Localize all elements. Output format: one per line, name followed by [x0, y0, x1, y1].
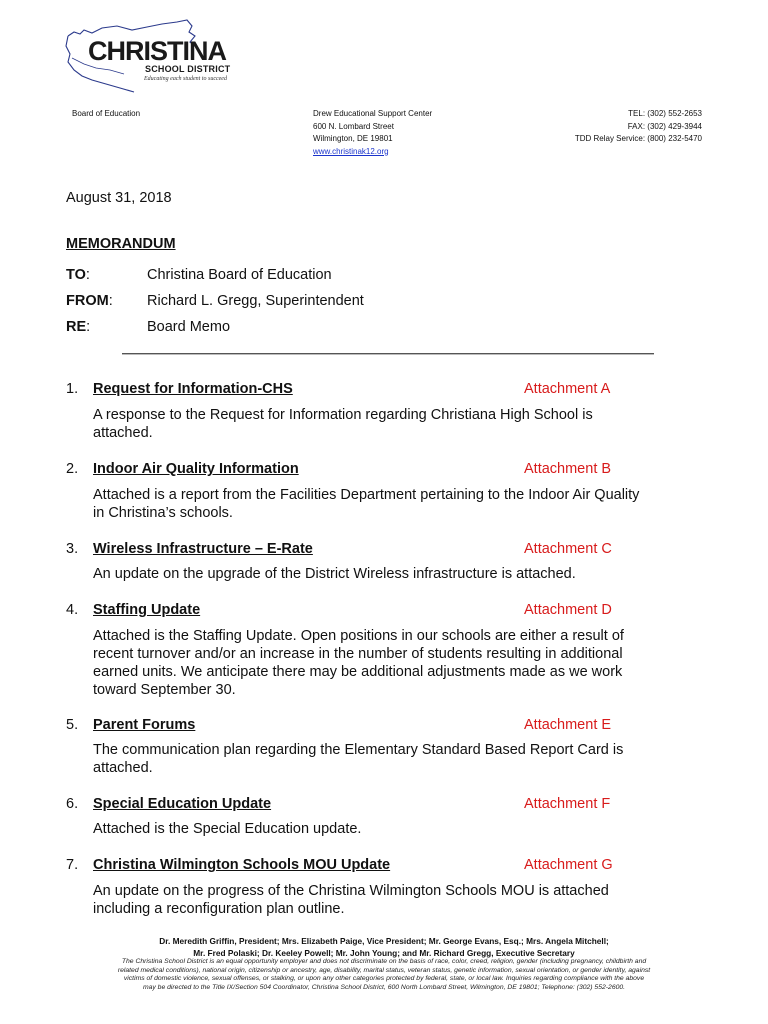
item-description: An update on the progress of the Christina Wilmington Schools MOU is attached including a reconfiguration plan outline. [93, 883, 609, 917]
item-description: Attached is the Special Education update. [93, 821, 362, 837]
item-title: Indoor Air Quality Information [93, 461, 299, 477]
center-street: 600 N. Lombard Street [313, 121, 394, 131]
item-description: Attached is a report from the Facilities Department pertaining to the Indoor Air Quality in Christina’s schools. [93, 487, 640, 521]
item-number: 7. [66, 857, 79, 873]
item-number: 5. [66, 717, 79, 733]
attachment-label: Attachment B [524, 461, 612, 477]
fax: FAX: (302) 429-3944 [627, 121, 702, 131]
christina-school-district-logo [62, 18, 242, 98]
item-title: Request for Information-CHS [93, 381, 293, 397]
center-city: Wilmington, DE 19801 [313, 134, 393, 143]
item-number: 1. [66, 381, 79, 397]
telephone: TEL: (302) 552-2653 [628, 109, 702, 118]
logo-name: CHRISTINA [88, 36, 226, 66]
from-value: Richard L. Gregg, Superintendent [147, 293, 364, 309]
re-value: Board Memo [147, 319, 231, 335]
item-number: 4. [66, 602, 79, 618]
website-link[interactable]: www.christinak12.org [313, 146, 389, 156]
item-number: 3. [66, 541, 79, 557]
item-title: Staffing Update [93, 602, 201, 618]
item-description: An update on the upgrade of the District Wireless infrastructure is attached. [93, 566, 576, 582]
tdd-relay: TDD Relay Service: (800) 232-5470 [574, 134, 702, 143]
item-number: 2. [66, 461, 79, 477]
to-value: Christina Board of Education [147, 267, 332, 283]
memo-date: August 31, 2018 [66, 190, 172, 206]
item-description: The communication plan regarding the Elementary Standard Based Report Card is attached. [93, 742, 624, 776]
board-members-footer: Dr. Meredith Griffin, President; Mrs. Elizabeth Paige, Vice President; Mr. George Evans, Esq.; Mrs. Angela Mitchell; Mr. Fred Polaski; Dr. Keeley Powell; Mr. John Young; and Mr. Richard Gregg, Executive Secretary [159, 936, 609, 958]
re-label: RE: [66, 319, 91, 335]
center-address-block [313, 108, 432, 158]
item-description: A response to the Request for Information regarding Christiana High School is attached. [93, 407, 593, 441]
attachment-label: Attachment F [524, 796, 611, 812]
divider-rule [122, 353, 654, 355]
board-of-education-label: Board of Education [72, 109, 141, 118]
item-description: Attached is the Staffing Update. Open positions in our schools are either a result of recent turnover and/or an increase in the number of students resulting in additional earned units. We anticipate there may be additional adjustments made as we work toward September 30. [93, 628, 624, 698]
logo-tagline: Educating each student to succeed [144, 76, 227, 82]
item-title: Special Education Update [93, 796, 272, 812]
equal-opportunity-notice: The Christina School District is an equal opportunity employer and does not discriminate on the basis of race, color, creed, religion, gender (including pregnancy, childbirth and related medical conditions), national origin, citizenship or ancestry, age, disability, marital status, veteran status, genetic information, sexual orientation, or gender identity, against victims of domestic violence, sexual offenses, or stalking, or upon any other categories protected by federal, state, or local law. Inquiries regarding compliance with the above may be directed to the Title IX/Section 504 Coordinator, Christina School District, 600 North Lombard Street, Wilmington, DE 19801; Telephone: (302) 552-2600. [117, 958, 651, 991]
attachment-label: Attachment G [524, 857, 613, 873]
item-title: Parent Forums [93, 717, 196, 733]
item-number: 6. [66, 796, 79, 812]
attachment-label: Attachment D [524, 602, 612, 618]
attachment-label: Attachment C [524, 541, 612, 557]
logo-subtitle: SCHOOL DISTRICT [145, 64, 231, 74]
contact-block [520, 108, 702, 146]
memo-title: MEMORANDUM [66, 236, 176, 252]
from-label: FROM: [66, 293, 113, 309]
attachment-label: Attachment A [524, 381, 611, 397]
item-title: Christina Wilmington Schools MOU Update [93, 857, 391, 873]
attachment-label: Attachment E [524, 717, 612, 733]
item-title: Wireless Infrastructure – E-Rate [93, 541, 313, 557]
center-name: Drew Educational Support Center [313, 109, 433, 118]
to-label: TO: [66, 267, 90, 283]
